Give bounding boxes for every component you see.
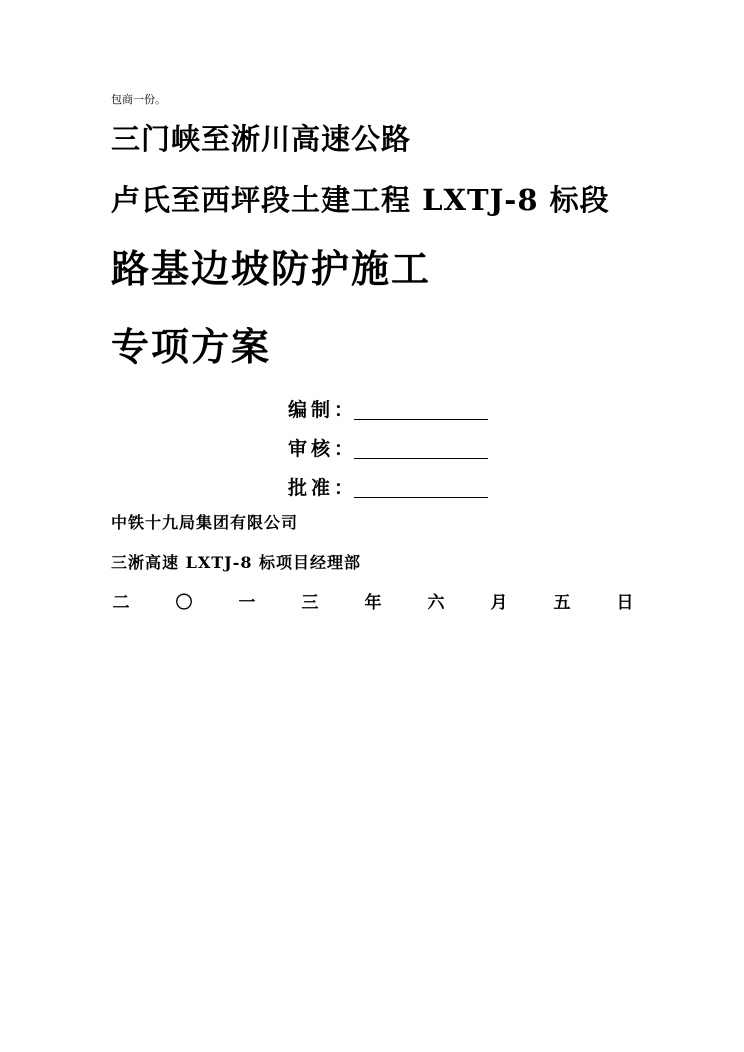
- date-char: 年: [364, 593, 382, 613]
- review-row: [288, 432, 488, 460]
- review-signature-line: [354, 436, 488, 459]
- department-name: 三淅高速 LXTJ-8 标项目经理部: [111, 553, 362, 572]
- date-char: 日: [616, 593, 634, 613]
- compile-label: 编制：: [288, 399, 358, 421]
- date-char: 五: [553, 593, 571, 613]
- company-name: 中铁十九局集团有限公司: [111, 513, 299, 532]
- approve-signature-line: [354, 475, 488, 498]
- approve-label: 批准：: [288, 477, 358, 499]
- date-char: 月: [490, 593, 508, 613]
- compile-row: [288, 393, 488, 421]
- date-char: 三: [301, 593, 319, 613]
- project-title-line-2: 卢氏至西坪段土建工程 LXTJ-8 标段: [111, 183, 610, 217]
- header-note: 包商一份。: [111, 93, 166, 106]
- review-label: 审核：: [288, 438, 358, 460]
- date-char: 〇: [175, 593, 193, 613]
- date-char: 二: [112, 593, 130, 613]
- date-line: [111, 591, 635, 615]
- date-char: 六: [427, 593, 445, 613]
- compile-signature-line: [354, 397, 488, 420]
- approve-row: [288, 471, 488, 499]
- scheme-title-line-2: 专项方案: [111, 324, 272, 369]
- project-title-line-1: 三门峡至淅川高速公路: [111, 122, 412, 156]
- scheme-title-line-1: 路基边坡防护施工: [111, 246, 432, 291]
- date-char: 一: [238, 593, 256, 613]
